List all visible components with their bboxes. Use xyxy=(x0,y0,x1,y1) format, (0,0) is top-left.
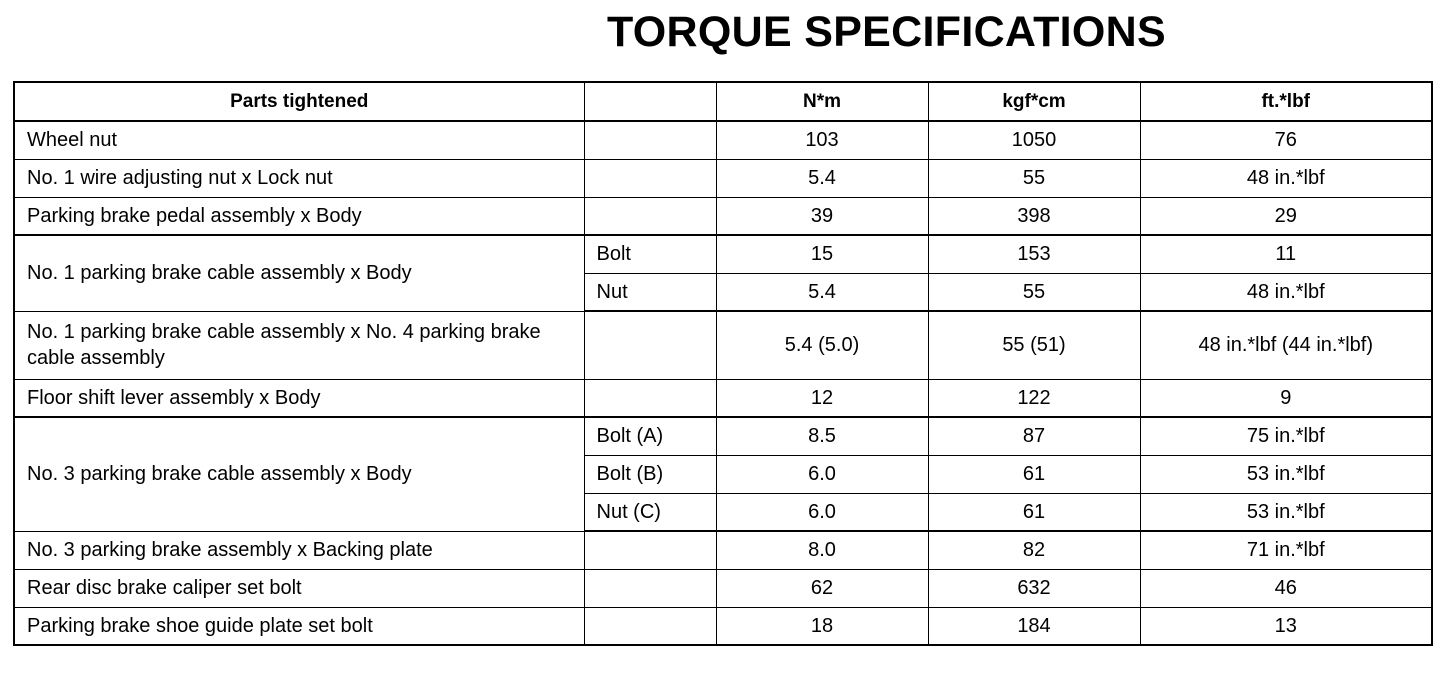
sub-part-cell xyxy=(584,569,716,607)
nm-cell: 8.0 xyxy=(716,531,928,569)
part-cell: Wheel nut xyxy=(14,121,584,159)
sub-part-cell: Bolt xyxy=(584,235,716,273)
sub-part-cell xyxy=(584,121,716,159)
table-header-row xyxy=(14,82,1432,121)
ft-lbf-cell: 75 in.*lbf xyxy=(1140,417,1432,455)
part-cell: Parking brake pedal assembly x Body xyxy=(14,197,584,235)
kgf-cell: 55 xyxy=(928,273,1140,311)
kgf-cell: 398 xyxy=(928,197,1140,235)
nm-cell: 103 xyxy=(716,121,928,159)
nm-cell: 6.0 xyxy=(716,493,928,531)
nm-cell: 12 xyxy=(716,379,928,417)
table-row xyxy=(14,569,1432,607)
ft-lbf-cell: 46 xyxy=(1140,569,1432,607)
header-nm: N*m xyxy=(716,82,928,121)
part-cell: No. 3 parking brake assembly x Backing plate xyxy=(14,531,584,569)
header-ft-lbf: ft.*lbf xyxy=(1140,82,1432,121)
table-row xyxy=(14,159,1432,197)
torque-spec-table xyxy=(13,81,1433,646)
table-row xyxy=(14,311,1432,379)
part-cell: Rear disc brake caliper set bolt xyxy=(14,569,584,607)
kgf-cell: 87 xyxy=(928,417,1140,455)
nm-cell: 8.5 xyxy=(716,417,928,455)
ft-lbf-cell: 48 in.*lbf xyxy=(1140,159,1432,197)
sub-part-cell: Bolt (A) xyxy=(584,417,716,455)
part-cell: No. 1 parking brake cable assembly x Body xyxy=(14,235,584,311)
table-row xyxy=(14,235,1432,273)
ft-lbf-cell: 71 in.*lbf xyxy=(1140,531,1432,569)
nm-cell: 6.0 xyxy=(716,455,928,493)
ft-lbf-cell: 48 in.*lbf (44 in.*lbf) xyxy=(1140,311,1432,379)
ft-lbf-cell: 53 in.*lbf xyxy=(1140,455,1432,493)
part-cell: No. 3 parking brake cable assembly x Body xyxy=(14,417,584,531)
nm-cell: 62 xyxy=(716,569,928,607)
kgf-cell: 55 xyxy=(928,159,1140,197)
ft-lbf-cell: 9 xyxy=(1140,379,1432,417)
kgf-cell: 61 xyxy=(928,455,1140,493)
nm-cell: 39 xyxy=(716,197,928,235)
nm-cell: 5.4 xyxy=(716,159,928,197)
sub-part-cell xyxy=(584,531,716,569)
sub-part-cell: Nut xyxy=(584,273,716,311)
sub-part-cell xyxy=(584,607,716,645)
nm-cell: 15 xyxy=(716,235,928,273)
nm-cell: 5.4 xyxy=(716,273,928,311)
ft-lbf-cell: 29 xyxy=(1140,197,1432,235)
part-cell: No. 1 parking brake cable assembly x No. 4 parking brake cable assembly xyxy=(14,311,584,379)
header-sub-part xyxy=(584,82,716,121)
ft-lbf-cell: 13 xyxy=(1140,607,1432,645)
sub-part-cell xyxy=(584,311,716,379)
header-kgf-cm: kgf*cm xyxy=(928,82,1140,121)
table-row xyxy=(14,531,1432,569)
kgf-cell: 55 (51) xyxy=(928,311,1140,379)
nm-cell: 5.4 (5.0) xyxy=(716,311,928,379)
part-cell: No. 1 wire adjusting nut x Lock nut xyxy=(14,159,584,197)
table-row xyxy=(14,121,1432,159)
ft-lbf-cell: 48 in.*lbf xyxy=(1140,273,1432,311)
ft-lbf-cell: 11 xyxy=(1140,235,1432,273)
sub-part-cell: Bolt (B) xyxy=(584,455,716,493)
kgf-cell: 153 xyxy=(928,235,1140,273)
kgf-cell: 122 xyxy=(928,379,1140,417)
table-row xyxy=(14,197,1432,235)
page-title: TORQUE SPECIFICATIONS xyxy=(607,8,1166,56)
ft-lbf-cell: 76 xyxy=(1140,121,1432,159)
part-cell: Floor shift lever assembly x Body xyxy=(14,379,584,417)
table-row xyxy=(14,607,1432,645)
ft-lbf-cell: 53 in.*lbf xyxy=(1140,493,1432,531)
sub-part-cell xyxy=(584,159,716,197)
sub-part-cell xyxy=(584,379,716,417)
kgf-cell: 1050 xyxy=(928,121,1140,159)
kgf-cell: 82 xyxy=(928,531,1140,569)
kgf-cell: 61 xyxy=(928,493,1140,531)
table-row xyxy=(14,417,1432,455)
sub-part-cell: Nut (C) xyxy=(584,493,716,531)
sub-part-cell xyxy=(584,197,716,235)
part-cell: Parking brake shoe guide plate set bolt xyxy=(14,607,584,645)
kgf-cell: 184 xyxy=(928,607,1140,645)
kgf-cell: 632 xyxy=(928,569,1140,607)
header-parts-tightened: Parts tightened xyxy=(14,82,584,121)
nm-cell: 18 xyxy=(716,607,928,645)
table-row xyxy=(14,379,1432,417)
